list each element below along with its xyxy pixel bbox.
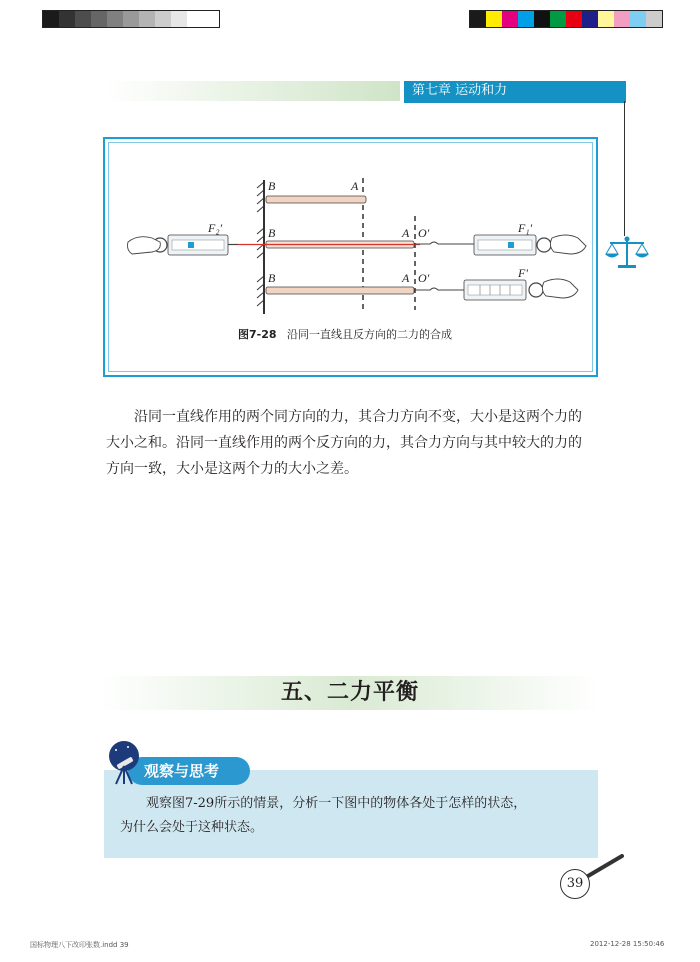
spring-3 bbox=[266, 287, 414, 294]
color-swatch bbox=[614, 11, 630, 27]
gray-swatch bbox=[43, 11, 59, 27]
color-swatch bbox=[470, 11, 486, 27]
label-a3: A bbox=[402, 271, 410, 285]
gray-swatch bbox=[59, 11, 75, 27]
color-swatch bbox=[486, 11, 502, 27]
color-swatch bbox=[534, 11, 550, 27]
observe-line-1: 观察图7-29所示的情景，分析一下图中的物体各处于怎样的状态， bbox=[146, 796, 527, 811]
balance-scale-icon bbox=[604, 236, 650, 270]
gray-swatch bbox=[155, 11, 171, 27]
gray-swatch bbox=[203, 11, 219, 27]
right-hand-2 bbox=[550, 235, 586, 254]
label-b2: B bbox=[268, 226, 276, 240]
spring-scale-right-3 bbox=[464, 280, 543, 300]
wall-hatch bbox=[257, 180, 264, 314]
observe-text bbox=[120, 792, 588, 840]
observe-label: 观察与思考 bbox=[128, 757, 250, 785]
right-hand-3 bbox=[542, 279, 578, 298]
page-number: 39 bbox=[560, 869, 590, 899]
body-paragraph bbox=[106, 404, 606, 482]
footer-file: 国标物理八下改印张数.indd 39 bbox=[30, 941, 129, 949]
label-f3: F′ bbox=[518, 266, 528, 280]
gray-swatch bbox=[187, 11, 203, 27]
color-swatch bbox=[582, 11, 598, 27]
chapter-underline bbox=[404, 101, 626, 103]
section-title: 五、二力平衡 bbox=[280, 680, 419, 705]
gray-swatch bbox=[139, 11, 155, 27]
label-f2: F₂′ bbox=[208, 221, 223, 235]
color-swatch bbox=[566, 11, 582, 27]
figure-number: 图7-28 bbox=[238, 328, 277, 341]
spring-1 bbox=[266, 196, 366, 203]
figure-caption bbox=[238, 326, 452, 342]
label-f1: F₁′ bbox=[518, 221, 533, 235]
chapter-header-fade bbox=[106, 81, 400, 101]
color-swatch bbox=[550, 11, 566, 27]
observe-line-2: 为什么会处于这种状态。 bbox=[120, 820, 264, 835]
grayscale-print-bar bbox=[42, 10, 220, 28]
force-composition-diagram bbox=[108, 142, 593, 326]
gray-swatch bbox=[107, 11, 123, 27]
body-line-3: 方向一致，大小是这两个力的大小之差。 bbox=[106, 461, 358, 477]
spring-scale-left bbox=[153, 235, 238, 255]
color-swatch bbox=[630, 11, 646, 27]
gray-swatch bbox=[75, 11, 91, 27]
body-line-2: 大小之和。沿同一直线作用的两个反方向的力，其合力方向与其中较大的力的 bbox=[106, 435, 582, 451]
magnifier-icon bbox=[584, 852, 626, 880]
margin-vertical-line bbox=[624, 101, 625, 236]
left-hand bbox=[128, 237, 161, 254]
label-a2: A bbox=[402, 226, 410, 240]
gray-swatch bbox=[91, 11, 107, 27]
color-swatch bbox=[598, 11, 614, 27]
hook-right-2 bbox=[414, 242, 438, 244]
label-a1: A bbox=[351, 179, 359, 193]
telescope-icon bbox=[104, 740, 140, 786]
chapter-title: 第七章 运动和力 bbox=[404, 81, 626, 101]
color-swatch bbox=[518, 11, 534, 27]
label-o3: O′ bbox=[418, 271, 430, 285]
gray-swatch bbox=[123, 11, 139, 27]
color-print-bar bbox=[469, 10, 663, 28]
label-b3: B bbox=[268, 271, 276, 285]
color-swatch bbox=[646, 11, 662, 27]
body-line-1: 沿同一直线作用的两个同方向的力，其合力方向不变，大小是这两个力的 bbox=[134, 409, 582, 425]
label-o2: O′ bbox=[418, 226, 430, 240]
gray-swatch bbox=[171, 11, 187, 27]
figure-caption-text: 沿同一直线且反方向的二力的合成 bbox=[287, 328, 453, 341]
footer-timestamp: 2012-12-28 15:50:46 bbox=[590, 940, 665, 948]
hook-right-3 bbox=[414, 288, 464, 290]
spring-scale-right-2 bbox=[474, 235, 551, 255]
color-swatch bbox=[502, 11, 518, 27]
label-b1: B bbox=[268, 179, 276, 193]
